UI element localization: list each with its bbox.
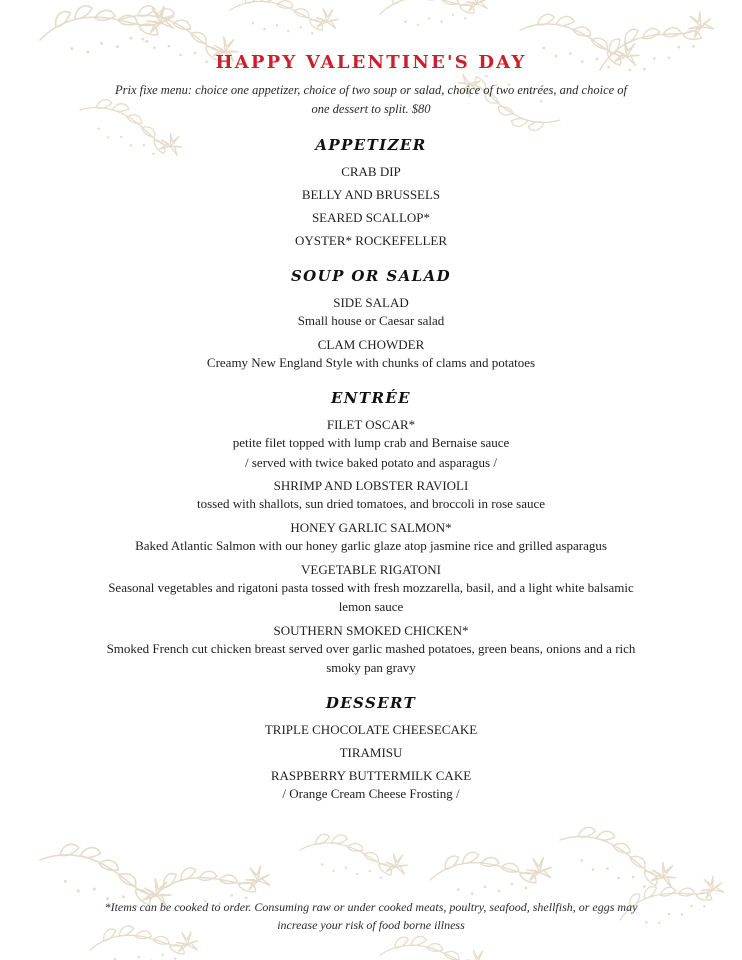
- entree-item-name: SHRIMP AND LOBSTER RAVIOLI: [273, 478, 469, 493]
- entree-item-name: SOUTHERN SMOKED CHICKEN*: [273, 623, 469, 638]
- appetizer-item: OYSTER* ROCKEFELLER: [294, 233, 448, 248]
- entree-item-desc: smoky pan gravy: [326, 660, 416, 675]
- soup-salad-item-desc: Creamy New England Style with chunks of clams and potatoes: [206, 355, 536, 370]
- appetizer-item: SEARED SCALLOP*: [311, 210, 431, 225]
- footer-disclaimer: *Items can be cooked to order. Consuming raw or under cooked meats, poultry, seafood, shellfish, or eggs may: [104, 900, 638, 914]
- menu-title: HAPPY VALENTINE'S DAY: [215, 52, 527, 73]
- dessert-item-name: TRIPLE CHOCOLATE CHEESECAKE: [264, 722, 478, 737]
- entree-item-desc: / served with twice baked potato and asparagus /: [245, 455, 497, 470]
- soup-salad-item-name: CLAM CHOWDER: [317, 337, 425, 352]
- entree-item-name: FILET OSCAR*: [326, 417, 416, 432]
- dessert-heading: DESSERT: [325, 694, 417, 712]
- appetizer-item: BELLY AND BRUSSELS: [301, 187, 441, 202]
- soup-salad-item-name: SIDE SALAD: [333, 295, 409, 310]
- appetizer-item: CRAB DIP: [341, 164, 401, 179]
- dessert-item-desc: / Orange Cream Cheese Frosting /: [282, 786, 460, 801]
- appetizer-heading: APPETIZER: [315, 136, 427, 154]
- entree-heading: ENTRÉE: [330, 389, 412, 407]
- prix-fixe-intro: Prix fixe menu: choice one appetizer, choice of two soup or salad, choice of two entrées, and choice of one dessert to split. $80: [114, 83, 628, 116]
- entree-item-desc: tossed with shallots, sun dried tomatoes, and broccoli in rose sauce: [196, 496, 546, 511]
- entree-item-desc: petite filet topped with lump crab and Bernaise sauce: [232, 435, 510, 450]
- footer-disclaimer: increase your risk of food borne illness: [277, 918, 465, 932]
- entree-item-name: VEGETABLE RIGATONI: [301, 562, 441, 577]
- entree-item-name: HONEY GARLIC SALMON*: [290, 520, 452, 535]
- entree-item-desc: Smoked French cut chicken breast served over garlic mashed potatoes, green beans, onions and a rich: [106, 641, 636, 656]
- dessert-item-name: RASPBERRY BUTTERMILK CAKE: [270, 768, 472, 783]
- dessert-item-name: TIRAMISU: [339, 745, 403, 760]
- soup-salad-heading: SOUP OR SALAD: [290, 267, 452, 285]
- entree-item-desc: Seasonal vegetables and rigatoni pasta tossed with fresh mozzarella, basil, and a light white balsamic: [108, 580, 634, 595]
- entree-item-desc: lemon sauce: [338, 599, 404, 614]
- entree-item-desc: Baked Atlantic Salmon with our honey garlic glaze atop jasmine rice and grilled asparagus: [135, 538, 607, 553]
- soup-salad-item-desc: Small house or Caesar salad: [297, 313, 445, 328]
